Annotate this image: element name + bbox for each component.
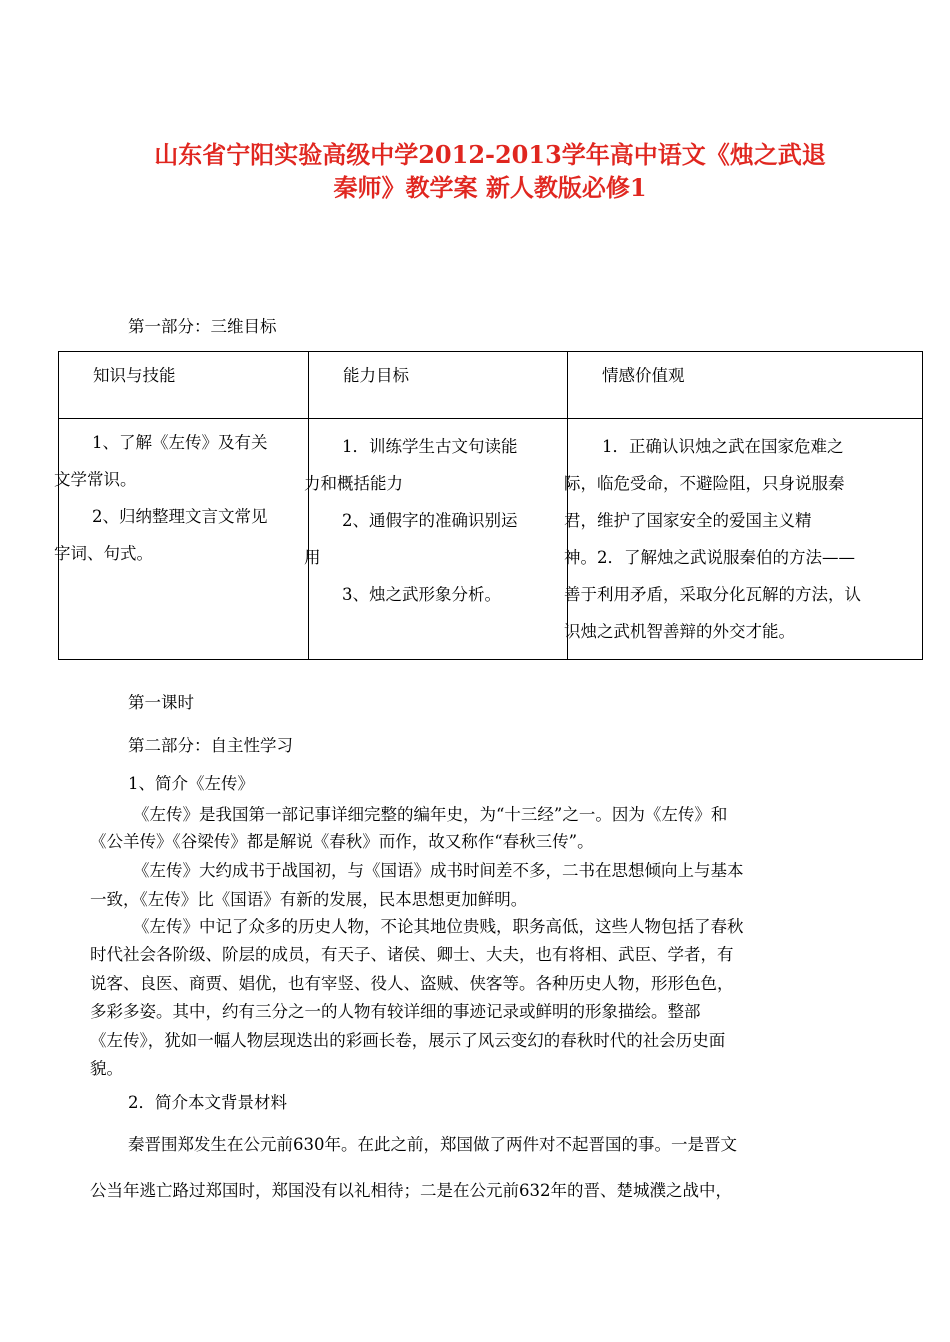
document-title: [60, 138, 920, 204]
cell-text: 2、归纳整理文言文常见: [92, 507, 268, 526]
paragraph-line: 《左传》中记了众多的历史人物，不论其地位贵贱，职务高低，这些人物包括了春秋: [133, 917, 744, 936]
paragraph-line: 秦晋围郑发生在公元前630年。在此之前，郑国做了两件对不起晋国的事。一是晋文: [128, 1135, 737, 1154]
section-heading-2: 第二部分：自主性学习: [128, 736, 293, 755]
title-line-1: 山东省宁阳实验高级中学2012-2013学年高中语文《烛之武退: [154, 140, 826, 169]
cell-text: 识烛之武机智善辩的外交才能。: [564, 622, 795, 641]
cell-text: 1．正确认识烛之武在国家危难之: [602, 437, 844, 456]
goals-table: [54, 351, 923, 660]
cell-text: 用: [304, 548, 321, 567]
paragraph-line: 公当年逃亡路过郑国时，郑国没有以礼相待；二是在公元前632年的晋、楚城濮之战中，: [90, 1181, 732, 1200]
table-header-knowledge: 知识与技能: [59, 352, 309, 419]
cell-text: 1．训练学生古文句读能: [342, 437, 518, 456]
paragraph-line: 《左传》大约成书于战国初，与《国语》成书时间差不多，二书在思想倾向上与基本: [133, 861, 744, 880]
paragraph-line: 《左传》是我国第一部记事详细完整的编年史，为“十三经”之一。因为《左传》和: [133, 805, 728, 824]
table-cell-knowledge: [54, 419, 309, 660]
table-header-values: 情感价值观: [568, 352, 923, 419]
table-header-ability: 能力目标: [309, 352, 568, 419]
title-line-2: 秦师》教学案 新人教版必修1: [333, 173, 647, 202]
paragraph-line: 多彩多姿。其中，约有三分之一的人物有较详细的事迹记录或鲜明的形象描绘。整部: [90, 1002, 701, 1021]
subheading-zuozhuan: 1、简介《左传》: [128, 774, 254, 793]
cell-text: 君，维护了国家安全的爱国主义精: [564, 511, 812, 530]
table-cell-values: [564, 419, 923, 660]
cell-text: 2、通假字的准确识别运: [342, 511, 518, 530]
cell-text: 1、了解《左传》及有关: [92, 433, 268, 452]
section-heading-1: 第一部分：三维目标: [128, 317, 277, 336]
paragraph-line: 貌。: [90, 1059, 123, 1078]
lesson-label: 第一课时: [128, 693, 194, 712]
cell-text: 力和概括能力: [304, 474, 403, 493]
cell-text: 字词、句式。: [54, 544, 153, 563]
subheading-background: 2．简介本文背景材料: [128, 1093, 287, 1112]
paragraph-line: 说客、良医、商贾、娼优，也有宰竖、役人、盗贼、侠客等。各种历史人物，形形色色，: [90, 974, 734, 993]
cell-text: 神。2．了解烛之武说服秦伯的方法——: [564, 548, 855, 567]
table-cell-ability: [304, 419, 568, 660]
paragraph-line: 《左传》，犹如一幅人物层现迭出的彩画长卷，展示了风云变幻的春秋时代的社会历史面: [90, 1031, 726, 1050]
cell-text: 3、烛之武形象分析。: [342, 585, 501, 604]
cell-text: 善于利用矛盾，采取分化瓦解的方法，认: [564, 585, 861, 604]
cell-text: 文学常识。: [54, 470, 137, 489]
paragraph-line: 一致，《左传》比《国语》有新的发展，民本思想更加鲜明。: [90, 890, 528, 909]
paragraph-line: 时代社会各阶级、阶层的成员，有天子、诸侯、卿士、大夫，也有将相、武臣、学者，有: [90, 945, 734, 964]
cell-text: 际，临危受命，不避险阻，只身说服秦: [564, 474, 845, 493]
paragraph-line: 《公羊传》《谷梁传》都是解说《春秋》而作，故又称作“春秋三传”。: [90, 832, 594, 851]
